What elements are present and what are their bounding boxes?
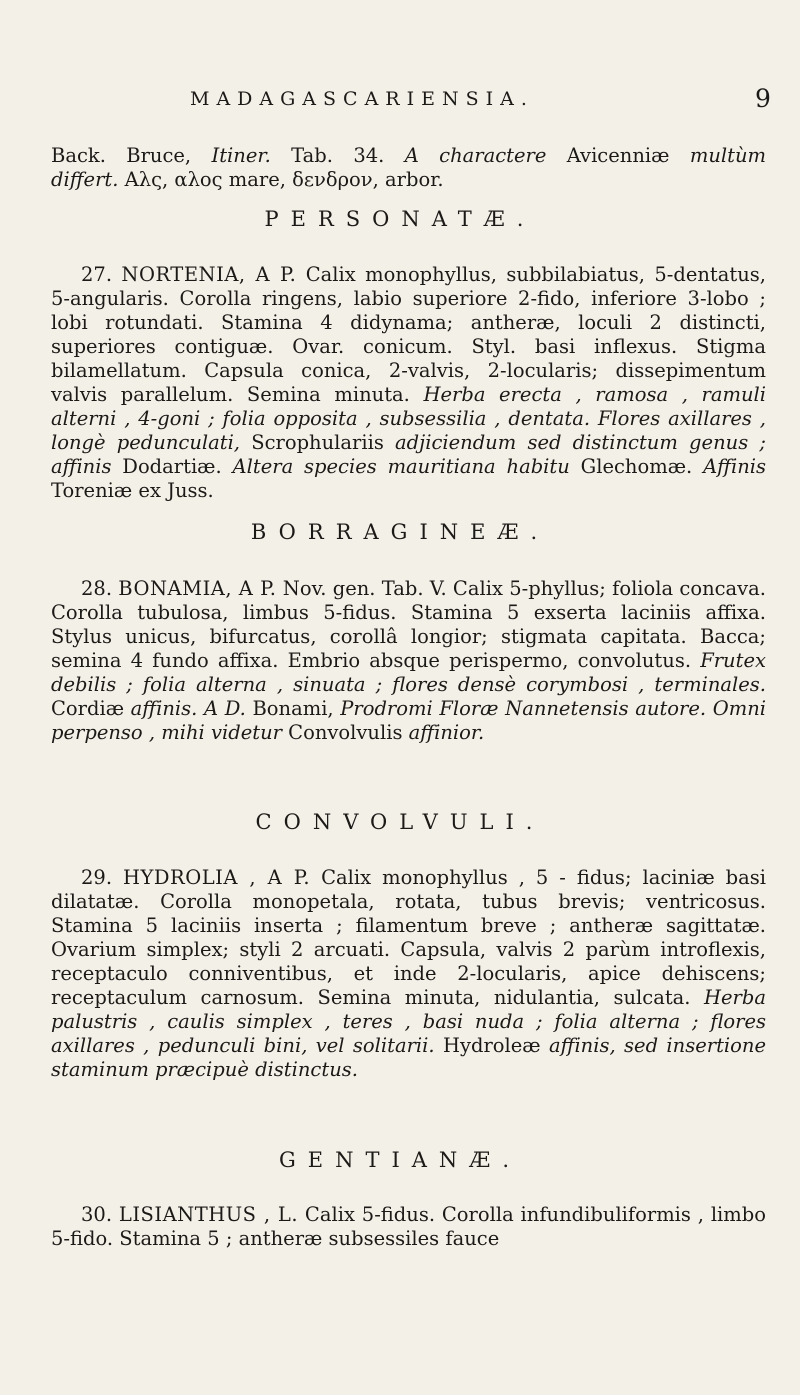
entry-text: 28. BONAMIA, A P. Nov. gen. Tab. V. Calix 5-phyllus; foliola concava. Corolla tubulosa, limbus 5-fidus. Stamina 5 exserta laciniis affixa. Stylus unicus, bifurcatus, corollâ longior; stigmata capitata. Bacca; semina 4 fundo affixa. Embrio absque perispermo, convolutus. Frutex debilis ; folia alterna , sinuata ; flores densè corymbosi , terminales. Cordiæ affinis. A D. Bonami, Prodromi Floræ Nannetensis autore. Omni perpenso , mihi videtur Convolvulis affinior. xyxy=(51,577,767,744)
entry-text: 30. LISIANTHUS , L. Calix 5-fidus. Corolla infundibuliformis , limbo 5-fido. Stamina 5 ; antheræ subsessiles fauce xyxy=(51,1203,767,1250)
italic-text-run: Herba palustris , caulis simplex , teres , basi nuda ; folia alterna ; flores axillares , pedunculi bini, vel solitarii. xyxy=(51,986,766,1057)
italic-text-run: Prodromi Floræ Nannetensis autore. Omni perpenso , mihi videtur xyxy=(51,697,767,744)
text-run: Scrophulariis xyxy=(240,431,396,454)
section-heading-convolvuli: CONVOLVULI. xyxy=(255,810,545,834)
text-run: Bonami, xyxy=(245,697,341,720)
italic-text-run: affinior. xyxy=(408,721,485,744)
text-run: Convolvulis xyxy=(281,721,409,744)
text-run: Dodartiæ. xyxy=(111,455,233,478)
intro-line-2: differt. Αλς, αλος mare, δενδρον, arbor. xyxy=(51,168,444,191)
text-run: Calix monophyllus, subbilabiatus, 5-dentatus, 5-angularis. Corolla ringens, labio superiore 2-fido, inferiore 3-lobo ; lobi rotundati. Stamina 4 didynama; antheræ, loculi 2 distincti, superiores contiguæ. Ovar. conicum. Styl. basi inflexus. Stigma bilamellatum. Capsula conica, 2-valvis, 2-locularis; dissepimentum valvis parallelum. Semina minuta. xyxy=(51,263,766,406)
italic-text-run: affinis, sed insertione staminum præcipuè distinctus. xyxy=(51,1034,767,1081)
entry-hydrolia xyxy=(51,866,766,1082)
text-run: Cordiæ xyxy=(51,697,131,720)
entry-nortenia xyxy=(51,263,766,503)
text-run: Calix 5-fidus. Corolla infundibuliformis , limbo 5-fido. Stamina 5 ; antheræ subsessiles fauce xyxy=(51,1203,767,1250)
italic-text-run: Altera species mauritiana habitu xyxy=(232,455,570,478)
text-run: Glechomæ. xyxy=(569,455,704,478)
italic-text-run: adjiciendum sed distinctum genus ; affinis xyxy=(51,431,766,478)
genus-name: BONAMIA, A P. xyxy=(118,577,277,600)
intro-paragraph xyxy=(51,144,766,192)
page-number: 9 xyxy=(755,84,771,113)
section-heading-personatae: PERSONATÆ. xyxy=(264,207,536,231)
text-run: Calix monophyllus , 5 - fidus; laciniæ basi dilatatæ. Corolla monopetala, rotata, tubus brevis; ventricosus. Stamina 5 laciniis inserta ; filamentum breve ; antheræ sagittatæ. Ovarium simplex; styli 2 arcuati. Capsula, valvis 2 parùm introflexis, receptaculo conniventibus, et inde 2-locularis, apice dehiscens; receptaculum carnosum. Semina minuta, nidulantia, sulcata. xyxy=(51,866,766,1009)
text-run: Hydroleæ xyxy=(434,1034,549,1057)
text-run: Nov. gen. Tab. V. Calix 5-phyllus; foliola concava. Corolla tubulosa, limbus 5-fidus. Stamina 5 exserta laciniis affixa. Stylus unicus, bifurcatus, corollâ longior; stigmata capitata. Bacca; semina 4 fundo affixa. Embrio absque perispermo, convolutus. xyxy=(51,577,767,672)
entry-bonamia xyxy=(51,577,766,745)
italic-text-run: Frutex debilis ; folia alterna , sinuata ; flores densè corymbosi , terminales. xyxy=(51,649,766,696)
text-run: Toreniæ ex Juss. xyxy=(51,479,214,502)
running-head: MADAGASCARIENSIA. xyxy=(190,88,534,110)
section-heading-gentianae: GENTIANÆ. xyxy=(278,1148,522,1172)
genus-name: LISIANTHUS , L. xyxy=(118,1203,299,1226)
italic-text-run: Affinis xyxy=(703,455,766,478)
italic-text-run: Herba erecta , ramosa , ramuli alterni , 4-goni ; folia opposita , subsessilia , dentata. Flores axillares , longè pedunculati, xyxy=(51,383,766,454)
italic-text-run: affinis. A D. xyxy=(130,697,246,720)
section-heading-borragineae: BORRAGINEÆ. xyxy=(250,520,550,544)
intro-line-1: Back. Bruce, Itiner. Tab. 34. A charactere Avicenniæ multùm xyxy=(51,144,766,167)
entry-text: 27. NORTENIA, A P. Calix monophyllus, subbilabiatus, 5-dentatus, 5-angularis. Corolla ringens, labio superiore 2-fido, inferiore 3-lobo ; lobi rotundati. Stamina 4 didynama; antheræ, loculi 2 distincti, superiores contiguæ. Ovar. conicum. Styl. basi inflexus. Stigma bilamellatum. Capsula conica, 2-valvis, 2-locularis; dissepimentum valvis parallelum. Semina minuta. Herba erecta , ramosa , ramuli alterni , 4-goni ; folia opposita , subsessilia , dentata. Flores axillares , longè pedunculati, Scrophulariis adjiciendum sed distinctum genus ; affinis Dodartiæ. Altera species mauritiana habitu Glechomæ. Affinis Toreniæ ex Juss. xyxy=(51,263,766,502)
entry-lisianthus xyxy=(51,1203,766,1251)
genus-name: NORTENIA, A P. xyxy=(121,263,297,286)
genus-name: HYDROLIA , A P. xyxy=(123,866,311,889)
entry-text: 29. HYDROLIA , A P. Calix monophyllus , 5 - fidus; laciniæ basi dilatatæ. Corolla monopetala, rotata, tubus brevis; ventricosus. Stamina 5 laciniis inserta ; filamentum breve ; antheræ sagittatæ. Ovarium simplex; styli 2 arcuati. Capsula, valvis 2 parùm introflexis, receptaculo conniventibus, et inde 2-locularis, apice dehiscens; receptaculum carnosum. Semina minuta, nidulantia, sulcata. Herba palustris , caulis simplex , teres , basi nuda ; folia alterna ; flores axillares , pedunculi bini, vel solitarii. Hydroleæ affinis, sed insertione staminum præcipuè distinctus. xyxy=(51,866,767,1081)
